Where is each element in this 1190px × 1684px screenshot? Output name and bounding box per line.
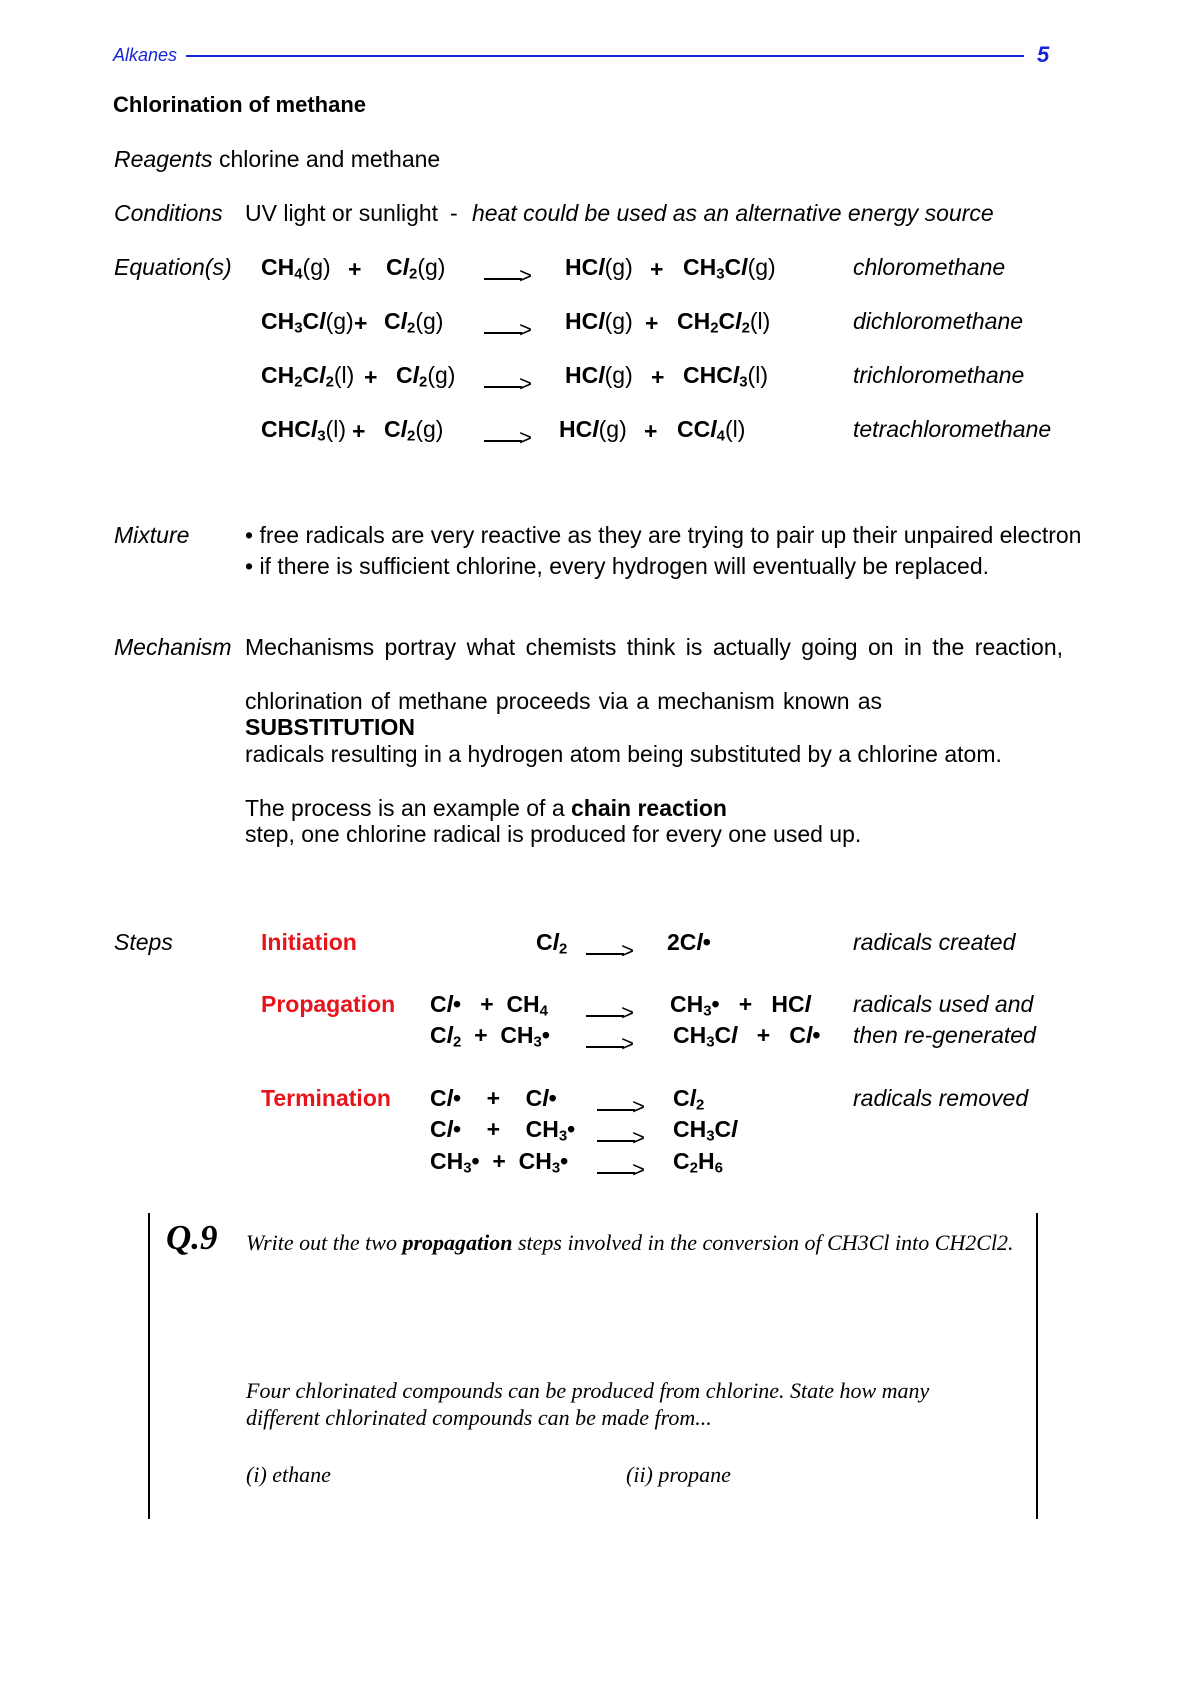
eq4-plus-1: + — [352, 418, 366, 444]
eq1-plus-2: + — [650, 256, 664, 282]
eq4-arrow — [484, 424, 530, 451]
propagation-label: Propagation — [261, 991, 396, 1017]
propagation-1-products: $CH_3•$ + HCl — [670, 991, 811, 1020]
propagation-2-products: $CH_3Cl$ + Cl• — [673, 1022, 821, 1051]
eq2-reactant-2: $Cl_2(g)$ — [384, 308, 444, 337]
eq4-reactant-2: $Cl_2(g)$ — [384, 416, 444, 445]
eq1-product-2: $CH_3Cl(g)$ — [683, 254, 776, 283]
eq1-arrow — [484, 262, 530, 289]
reagents-text: chlorine and methane — [219, 146, 441, 172]
question-part-ii: (ii) propane — [626, 1462, 731, 1487]
eq1-plus-1: + — [348, 256, 362, 282]
conditions-dash: - — [450, 200, 458, 226]
eq3-reactant-1: $CH_2Cl_2(l)$ — [261, 362, 355, 391]
mechanism-substitution: SUBSTITUTION — [245, 714, 415, 740]
mixture-label: Mixture — [114, 522, 190, 548]
termination-label: Termination — [261, 1085, 391, 1111]
eq4-product-2: CCl$_4$(l) — [677, 416, 746, 445]
running-header: Alkanes — [113, 45, 178, 65]
conditions-note: heat could be used as an alternative energy source — [472, 200, 994, 226]
mechanism-label: Mechanism — [114, 634, 232, 660]
question-number: Q.9 — [166, 1218, 218, 1257]
reagents-label: Reagents — [114, 146, 213, 172]
termination-3-arrow — [597, 1156, 643, 1183]
mixture-bullet-2: • if there is sufficient chlorine, every hydrogen will eventually be replaced. — [245, 553, 990, 579]
eq2-arrow — [484, 316, 530, 343]
conditions-text: UV light or sunlight — [245, 200, 439, 226]
mechanism-line-6: step, one chlorine radical is produced for every one used up. — [245, 821, 862, 847]
initiation-arrow — [586, 937, 632, 964]
eq1-name: chloromethane — [853, 254, 1006, 280]
eq4-plus-2: + — [644, 418, 658, 444]
page-title: Chlorination of methane — [113, 92, 366, 117]
mechanism-line-5: The process is an example of a chain reaction — [245, 795, 727, 821]
mechanism-line-4: radicals resulting in a hydrogen atom being substituted by a chlorine atom. — [245, 741, 1002, 767]
eq3-product-1: HCl(g) — [565, 362, 633, 388]
termination-2-reactants: Cl• + $CH_3•$ — [430, 1116, 576, 1145]
eq2-plus-2: + — [645, 310, 659, 336]
question-1-text: Write out the two propagation steps involved in the conversion of CH3Cl into CH2Cl2. — [246, 1230, 1014, 1255]
equations-label: Equation(s) — [114, 254, 232, 280]
eq1-product-1: HCl(g) — [565, 254, 633, 280]
mixture-bullet-1: • free radicals are very reactive as they are trying to pair up their unpaired electron — [245, 522, 1082, 548]
eq3-product-2: CHCl$_3$(l) — [683, 362, 768, 391]
question-box-right-border — [1036, 1213, 1038, 1519]
termination-1-arrow — [597, 1093, 643, 1120]
initiation-product: 2Cl• — [667, 929, 711, 955]
conditions-label: Conditions — [114, 200, 223, 226]
eq1-reactant-1: $CH_4(g)$ — [261, 254, 331, 283]
steps-label: Steps — [114, 929, 173, 955]
question-2-line-2: different chlorinated compounds can be made from... — [246, 1405, 712, 1430]
propagation-note-1: radicals used and — [853, 991, 1034, 1017]
initiation-label: Initiation — [261, 929, 357, 955]
initiation-reactant: $Cl_2$ — [536, 929, 568, 958]
eq3-reactant-2: $Cl_2(g)$ — [396, 362, 456, 391]
eq2-product-1: HCl(g) — [565, 308, 633, 334]
initiation-note: radicals created — [853, 929, 1016, 955]
eq3-plus-1: + — [364, 364, 378, 390]
termination-3-reactants: $CH_3•$ + $CH_3•$ — [430, 1148, 569, 1177]
eq3-name: trichloromethane — [853, 362, 1025, 388]
propagation-1-reactants: Cl• + $CH_4$ — [430, 991, 548, 1020]
eq4-product-1: HCl(g) — [559, 416, 627, 442]
termination-note: radicals removed — [853, 1085, 1029, 1111]
eq4-name: tetrachloromethane — [853, 416, 1052, 442]
propagation-2-reactants: $Cl_2$ + $CH_3•$ — [430, 1022, 550, 1051]
mechanism-line-2: chlorination of methane proceeds via a mechanism known as — [245, 688, 882, 714]
page-number: 5 — [1037, 42, 1050, 67]
eq4-reactant-1: CHCl$_3$(l) — [261, 416, 346, 445]
eq3-plus-2: + — [651, 364, 665, 390]
propagation-2-arrow — [586, 1030, 632, 1057]
propagation-note-2: then re-generated — [853, 1022, 1036, 1048]
mechanism-line-1: Mechanisms portray what chemists think is actually going on in the reaction, — [245, 634, 1063, 660]
question-2-line-1: Four chlorinated compounds can be produced from chlorine. State how many — [246, 1378, 930, 1403]
eq2-reactant-1: $CH_3Cl(g)$ — [261, 308, 354, 337]
eq1-reactant-2: $Cl_2(g)$ — [386, 254, 446, 283]
question-box-left-border — [148, 1213, 150, 1519]
eq2-plus-1: + — [354, 310, 368, 336]
termination-2-product: $CH_3Cl$ — [673, 1116, 738, 1145]
eq2-product-2: $CH_2Cl_2(l)$ — [677, 308, 771, 337]
header-rule — [186, 55, 1024, 57]
termination-3-product: $C_2H_6$ — [673, 1148, 723, 1177]
question-part-i: (i) ethane — [246, 1462, 331, 1487]
eq3-arrow — [484, 370, 530, 397]
termination-1-reactants: Cl• + Cl• — [430, 1085, 557, 1111]
termination-2-arrow — [597, 1124, 643, 1151]
termination-1-product: $Cl_2$ — [673, 1085, 705, 1114]
eq2-name: dichloromethane — [853, 308, 1024, 334]
propagation-1-arrow — [586, 999, 632, 1026]
